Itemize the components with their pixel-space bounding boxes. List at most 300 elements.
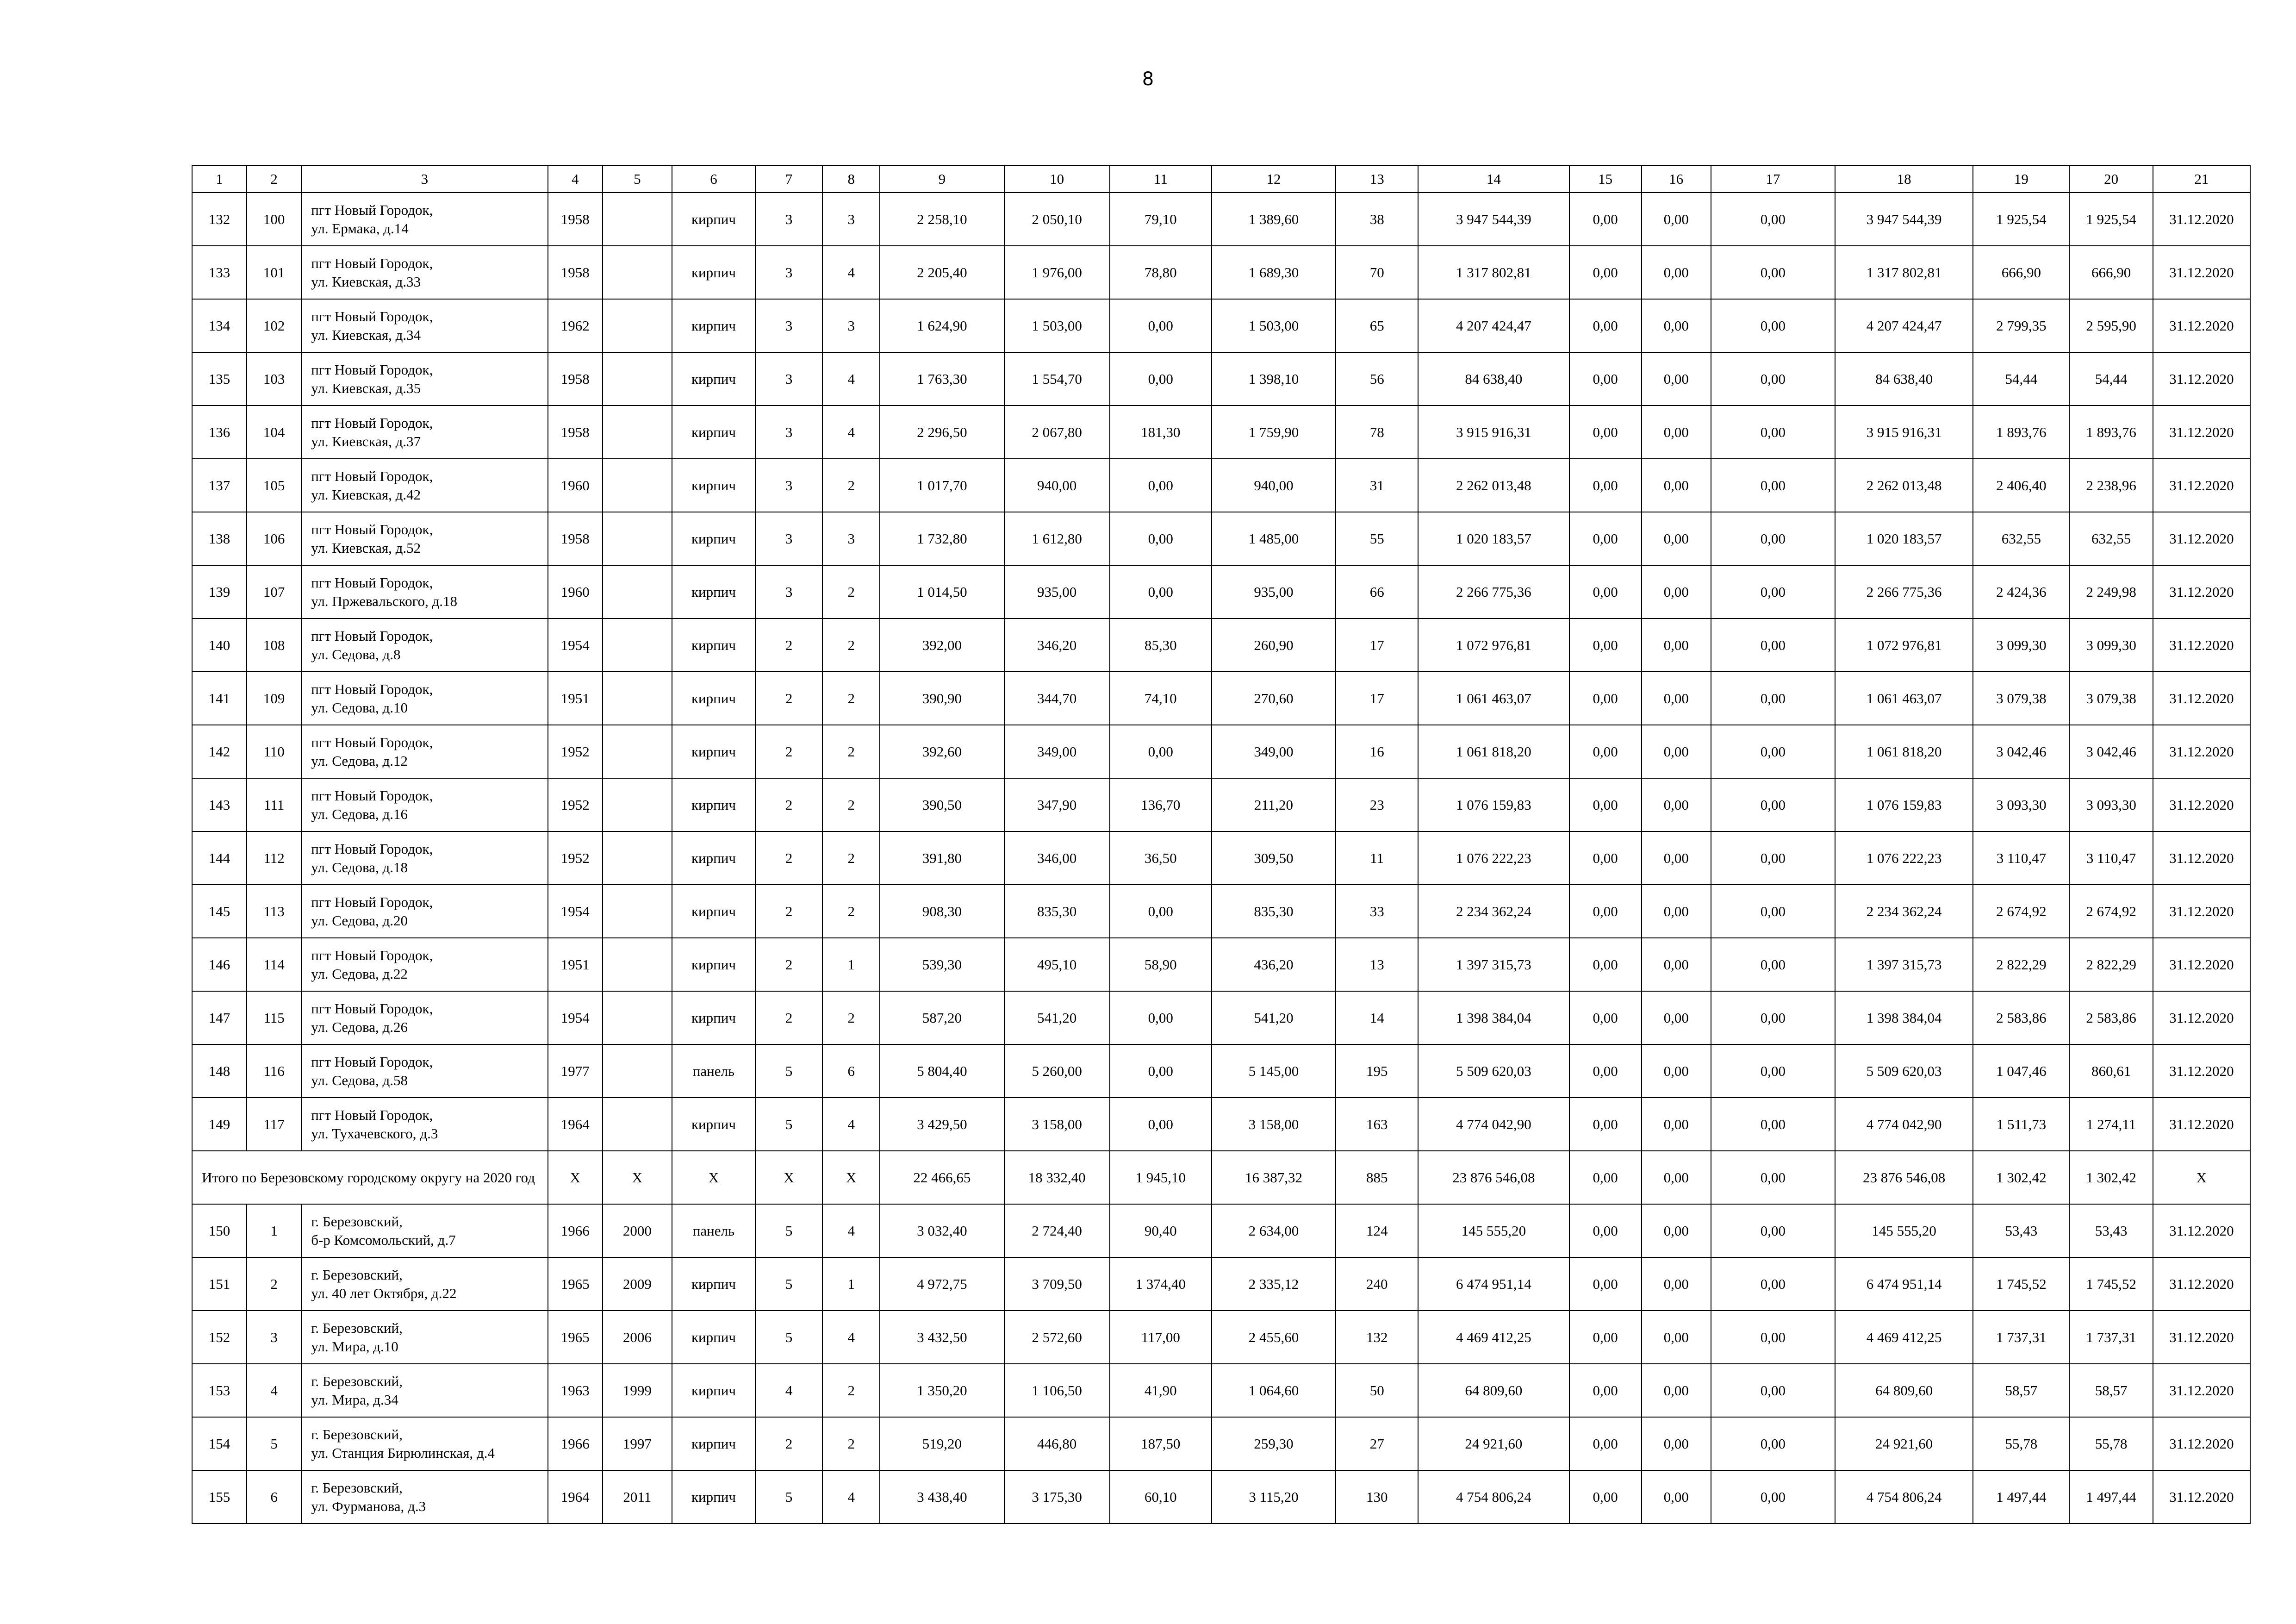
address-cell [301, 565, 548, 618]
cell-col-6: X [672, 1151, 755, 1204]
cell-col-4: 1954 [548, 991, 603, 1044]
cell-col-14: 1 061 463,07 [1418, 672, 1569, 725]
cell-col-7: 4 [755, 1364, 822, 1417]
cell-col-15: 0,00 [1569, 1044, 1642, 1098]
cell-col-15: 0,00 [1569, 512, 1642, 565]
row-number: 154 [192, 1417, 247, 1470]
cell-col-7: 2 [755, 885, 822, 938]
cell-col-11: 36,50 [1110, 831, 1212, 885]
cell-col-8: 4 [822, 1204, 880, 1257]
local-number: 103 [247, 352, 301, 406]
cell-col-4: 1964 [548, 1098, 603, 1151]
cell-col-5: 2000 [603, 1204, 672, 1257]
cell-col-10: 2 050,10 [1004, 193, 1110, 246]
table-row [192, 831, 2250, 885]
cell-col-15: 0,00 [1569, 1257, 1642, 1311]
address-line-1: г. Березовский, [311, 1479, 403, 1496]
cell-col-7: 5 [755, 1044, 822, 1098]
column-number-14: 14 [1418, 166, 1569, 193]
column-number-13: 13 [1336, 166, 1418, 193]
cell-col-20: 2 249,98 [2069, 565, 2153, 618]
cell-col-18: 84 638,40 [1835, 352, 1973, 406]
cell-col-15: 0,00 [1569, 459, 1642, 512]
table-row [192, 565, 2250, 618]
cell-col-4: 1958 [548, 246, 603, 299]
table-row [192, 1044, 2250, 1098]
address-cell [301, 778, 548, 831]
address-line-2: ул. Седова, д.18 [311, 859, 408, 875]
local-number: 102 [247, 299, 301, 352]
address-line-2: ул. Мира, д.10 [311, 1338, 398, 1355]
cell-col-8: 3 [822, 512, 880, 565]
cell-col-16: 0,00 [1642, 352, 1711, 406]
cell-col-5 [603, 459, 672, 512]
table-row [192, 1311, 2250, 1364]
cell-col-17: 0,00 [1711, 512, 1835, 565]
cell-col-9: 1 763,30 [880, 352, 1004, 406]
cell-col-9: 1 624,90 [880, 299, 1004, 352]
cell-col-17: 0,00 [1711, 938, 1835, 991]
address-cell [301, 459, 548, 512]
cell-col-20: 2 595,90 [2069, 299, 2153, 352]
address-line-1: пгт Новый Городок, [311, 521, 433, 537]
cell-col-6: кирпич [672, 299, 755, 352]
column-number-9: 9 [880, 166, 1004, 193]
cell-col-11: 0,00 [1110, 512, 1212, 565]
cell-col-10: 935,00 [1004, 565, 1110, 618]
cell-col-5: 2009 [603, 1257, 672, 1311]
cell-col-10: 495,10 [1004, 938, 1110, 991]
table-row [192, 299, 2250, 352]
address-line-1: пгт Новый Городок, [311, 414, 433, 431]
cell-col-13: 33 [1336, 885, 1418, 938]
cell-col-8: 2 [822, 672, 880, 725]
row-number: 134 [192, 299, 247, 352]
address-line-2: ул. Киевская, д.42 [311, 486, 421, 503]
cell-col-16: 0,00 [1642, 1311, 1711, 1364]
row-number: 147 [192, 991, 247, 1044]
local-number: 113 [247, 885, 301, 938]
cell-col-8: 3 [822, 299, 880, 352]
row-number: 136 [192, 406, 247, 459]
address-line-2: ул. 40 лет Октября, д.22 [311, 1285, 457, 1301]
cell-col-4: 1964 [548, 1470, 603, 1524]
cell-col-10: 5 260,00 [1004, 1044, 1110, 1098]
cell-col-6: панель [672, 1044, 755, 1098]
address-line-2: ул. Киевская, д.52 [311, 539, 421, 556]
cell-col-14: 4 207 424,47 [1418, 299, 1569, 352]
cell-col-19: 3 079,38 [1973, 672, 2069, 725]
cell-col-5: 2011 [603, 1470, 672, 1524]
cell-col-15: 0,00 [1569, 565, 1642, 618]
cell-col-10: 2 724,40 [1004, 1204, 1110, 1257]
cell-col-12: 1 485,00 [1212, 512, 1336, 565]
cell-col-9: 1 732,80 [880, 512, 1004, 565]
cell-col-17: 0,00 [1711, 193, 1835, 246]
cell-col-10: 1 554,70 [1004, 352, 1110, 406]
cell-col-5 [603, 1098, 672, 1151]
cell-col-16: 0,00 [1642, 1044, 1711, 1098]
cell-col-19: 1 497,44 [1973, 1470, 2069, 1524]
cell-col-8: 2 [822, 459, 880, 512]
cell-col-20: 632,55 [2069, 512, 2153, 565]
cell-col-11: 0,00 [1110, 1098, 1212, 1151]
cell-col-10: 1 612,80 [1004, 512, 1110, 565]
row-number: 142 [192, 725, 247, 778]
cell-col-13: 163 [1336, 1098, 1418, 1151]
address-line-2: ул. Седова, д.26 [311, 1018, 408, 1035]
cell-col-20: 2 822,29 [2069, 938, 2153, 991]
cell-col-5: 1999 [603, 1364, 672, 1417]
local-number: 117 [247, 1098, 301, 1151]
cell-col-12: 349,00 [1212, 725, 1336, 778]
cell-col-16: 0,00 [1642, 193, 1711, 246]
column-number-12: 12 [1212, 166, 1336, 193]
cell-col-13: 16 [1336, 725, 1418, 778]
cell-col-19: 632,55 [1973, 512, 2069, 565]
cell-col-18: 2 266 775,36 [1835, 565, 1973, 618]
table-row [192, 459, 2250, 512]
cell-col-20: 3 093,30 [2069, 778, 2153, 831]
cell-col-6: кирпич [672, 725, 755, 778]
cell-col-10: 3 158,00 [1004, 1098, 1110, 1151]
cell-col-4: 1958 [548, 512, 603, 565]
cell-col-9: 2 258,10 [880, 193, 1004, 246]
cell-col-18: 1 020 183,57 [1835, 512, 1973, 565]
cell-col-18: 145 555,20 [1835, 1204, 1973, 1257]
cell-col-14: 1 072 976,81 [1418, 618, 1569, 672]
cell-col-4: 1960 [548, 459, 603, 512]
cell-col-6: кирпич [672, 512, 755, 565]
local-number: 104 [247, 406, 301, 459]
column-number-7: 7 [755, 166, 822, 193]
cell-col-19: 3 042,46 [1973, 725, 2069, 778]
cell-col-19: 1 511,73 [1973, 1098, 2069, 1151]
cell-col-20: 1 745,52 [2069, 1257, 2153, 1311]
cell-col-4: 1960 [548, 565, 603, 618]
cell-col-11: 79,10 [1110, 193, 1212, 246]
cell-col-4: 1977 [548, 1044, 603, 1098]
cell-col-14: 4 469 412,25 [1418, 1311, 1569, 1364]
address-cell [301, 938, 548, 991]
cell-col-8: 2 [822, 1417, 880, 1470]
cell-col-20: 2 583,86 [2069, 991, 2153, 1044]
cell-col-21: 31.12.2020 [2153, 1098, 2250, 1151]
cell-col-6: кирпич [672, 831, 755, 885]
cell-col-16: 0,00 [1642, 299, 1711, 352]
cell-col-13: 23 [1336, 778, 1418, 831]
cell-col-6: кирпич [672, 1417, 755, 1470]
cell-col-5 [603, 885, 672, 938]
row-number: 152 [192, 1311, 247, 1364]
cell-col-7: 3 [755, 246, 822, 299]
total-label: Итого по Березовскому городскому округу на 2020 год [192, 1151, 548, 1204]
cell-col-17: 0,00 [1711, 1151, 1835, 1204]
cell-col-9: 3 432,50 [880, 1311, 1004, 1364]
cell-col-10: 344,70 [1004, 672, 1110, 725]
address-line-2: ул. Ермака, д.14 [311, 220, 409, 237]
cell-col-13: 55 [1336, 512, 1418, 565]
cell-col-19: 3 099,30 [1973, 618, 2069, 672]
address-line-1: г. Березовский, [311, 1373, 403, 1389]
cell-col-15: 0,00 [1569, 672, 1642, 725]
cell-col-19: 1 737,31 [1973, 1311, 2069, 1364]
cell-col-4: 1958 [548, 193, 603, 246]
address-cell [301, 406, 548, 459]
cell-col-7: 3 [755, 299, 822, 352]
cell-col-20: 58,57 [2069, 1364, 2153, 1417]
cell-col-4: 1965 [548, 1311, 603, 1364]
address-line-2: ул. Фурманова, д.3 [311, 1498, 426, 1514]
cell-col-9: 392,00 [880, 618, 1004, 672]
cell-col-6: кирпич [672, 193, 755, 246]
address-cell [301, 246, 548, 299]
address-cell [301, 1257, 548, 1311]
cell-col-8: 4 [822, 1470, 880, 1524]
cell-col-17: 0,00 [1711, 1098, 1835, 1151]
address-cell [301, 1044, 548, 1098]
cell-col-10: 541,20 [1004, 991, 1110, 1044]
cell-col-4: 1951 [548, 938, 603, 991]
cell-col-12: 5 145,00 [1212, 1044, 1336, 1098]
cell-col-9: 587,20 [880, 991, 1004, 1044]
cell-col-18: 5 509 620,03 [1835, 1044, 1973, 1098]
cell-col-19: 2 406,40 [1973, 459, 2069, 512]
cell-col-18: 24 921,60 [1835, 1417, 1973, 1470]
cell-col-15: 0,00 [1569, 938, 1642, 991]
cell-col-9: 908,30 [880, 885, 1004, 938]
table-row [192, 1417, 2250, 1470]
local-number: 106 [247, 512, 301, 565]
cell-col-18: 3 915 916,31 [1835, 406, 1973, 459]
cell-col-14: 3 915 916,31 [1418, 406, 1569, 459]
column-number-2: 2 [247, 166, 301, 193]
cell-col-6: панель [672, 1204, 755, 1257]
local-number: 107 [247, 565, 301, 618]
row-number: 151 [192, 1257, 247, 1311]
cell-col-12: 2 335,12 [1212, 1257, 1336, 1311]
address-cell [301, 672, 548, 725]
cell-col-5 [603, 831, 672, 885]
cell-col-4: 1952 [548, 831, 603, 885]
cell-col-14: 84 638,40 [1418, 352, 1569, 406]
cell-col-15: 0,00 [1569, 406, 1642, 459]
cell-col-10: 1 976,00 [1004, 246, 1110, 299]
address-line-1: пгт Новый Городок, [311, 1106, 433, 1123]
row-number: 143 [192, 778, 247, 831]
cell-col-5 [603, 565, 672, 618]
cell-col-14: 1 398 384,04 [1418, 991, 1569, 1044]
cell-col-13: 124 [1336, 1204, 1418, 1257]
cell-col-7: 2 [755, 991, 822, 1044]
cell-col-16: 0,00 [1642, 725, 1711, 778]
cell-col-17: 0,00 [1711, 352, 1835, 406]
cell-col-21: 31.12.2020 [2153, 299, 2250, 352]
cell-col-18: 4 774 042,90 [1835, 1098, 1973, 1151]
cell-col-12: 211,20 [1212, 778, 1336, 831]
cell-col-17: 0,00 [1711, 1204, 1835, 1257]
row-number: 153 [192, 1364, 247, 1417]
cell-col-19: 666,90 [1973, 246, 2069, 299]
cell-col-21: 31.12.2020 [2153, 938, 2250, 991]
address-cell [301, 1204, 548, 1257]
address-cell [301, 1470, 548, 1524]
cell-col-10: 2 572,60 [1004, 1311, 1110, 1364]
cell-col-12: 541,20 [1212, 991, 1336, 1044]
cell-col-6: кирпич [672, 1257, 755, 1311]
cell-col-6: кирпич [672, 938, 755, 991]
cell-col-7: 5 [755, 1311, 822, 1364]
address-line-1: пгт Новый Городок, [311, 308, 433, 325]
local-number: 100 [247, 193, 301, 246]
cell-col-14: 24 921,60 [1418, 1417, 1569, 1470]
cell-col-10: 3 709,50 [1004, 1257, 1110, 1311]
cell-col-16: 0,00 [1642, 1204, 1711, 1257]
cell-col-21: 31.12.2020 [2153, 1417, 2250, 1470]
row-number: 139 [192, 565, 247, 618]
cell-col-11: 78,80 [1110, 246, 1212, 299]
cell-col-21: 31.12.2020 [2153, 725, 2250, 778]
cell-col-20: 54,44 [2069, 352, 2153, 406]
cell-col-12: 1 398,10 [1212, 352, 1336, 406]
cell-col-11: 0,00 [1110, 725, 1212, 778]
cell-col-14: 1 061 818,20 [1418, 725, 1569, 778]
column-number-19: 19 [1973, 166, 2069, 193]
cell-col-17: 0,00 [1711, 1364, 1835, 1417]
cell-col-4: 1966 [548, 1204, 603, 1257]
cell-col-12: 940,00 [1212, 459, 1336, 512]
cell-col-20: 1 925,54 [2069, 193, 2153, 246]
address-line-2: ул. Седова, д.58 [311, 1072, 408, 1088]
cell-col-10: 349,00 [1004, 725, 1110, 778]
table-row [192, 991, 2250, 1044]
cell-col-11: 187,50 [1110, 1417, 1212, 1470]
cell-col-8: 2 [822, 885, 880, 938]
cell-col-5 [603, 1044, 672, 1098]
cell-col-19: 1 925,54 [1973, 193, 2069, 246]
address-cell [301, 885, 548, 938]
cell-col-16: 0,00 [1642, 1364, 1711, 1417]
cell-col-19: 1 745,52 [1973, 1257, 2069, 1311]
cell-col-14: 4 754 806,24 [1418, 1470, 1569, 1524]
address-cell [301, 299, 548, 352]
address-line-1: пгт Новый Городок, [311, 787, 433, 804]
table-row [192, 672, 2250, 725]
cell-col-11: 181,30 [1110, 406, 1212, 459]
cell-col-13: 50 [1336, 1364, 1418, 1417]
cell-col-13: 38 [1336, 193, 1418, 246]
cell-col-9: 390,90 [880, 672, 1004, 725]
cell-col-19: 1 302,42 [1973, 1151, 2069, 1204]
cell-col-7: 3 [755, 193, 822, 246]
cell-col-14: 4 774 042,90 [1418, 1098, 1569, 1151]
cell-col-12: 260,90 [1212, 618, 1336, 672]
cell-col-17: 0,00 [1711, 459, 1835, 512]
cell-col-15: 0,00 [1569, 1364, 1642, 1417]
cell-col-12: 3 115,20 [1212, 1470, 1336, 1524]
cell-col-18: 3 947 544,39 [1835, 193, 1973, 246]
cell-col-14: 1 317 802,81 [1418, 246, 1569, 299]
address-line-2: ул. Киевская, д.34 [311, 326, 421, 343]
cell-col-15: 0,00 [1569, 1204, 1642, 1257]
cell-col-14: 2 266 775,36 [1418, 565, 1569, 618]
address-cell [301, 1098, 548, 1151]
column-number-10: 10 [1004, 166, 1110, 193]
cell-col-9: 391,80 [880, 831, 1004, 885]
cell-col-10: 940,00 [1004, 459, 1110, 512]
cell-col-11: 0,00 [1110, 565, 1212, 618]
cell-col-15: 0,00 [1569, 1098, 1642, 1151]
cell-col-7: 5 [755, 1098, 822, 1151]
cell-col-17: 0,00 [1711, 1470, 1835, 1524]
cell-col-13: 195 [1336, 1044, 1418, 1098]
cell-col-17: 0,00 [1711, 831, 1835, 885]
cell-col-15: 0,00 [1569, 352, 1642, 406]
cell-col-5 [603, 246, 672, 299]
cell-col-19: 2 799,35 [1973, 299, 2069, 352]
cell-col-17: 0,00 [1711, 1417, 1835, 1470]
cell-col-19: 54,44 [1973, 352, 2069, 406]
cell-col-8: 1 [822, 1257, 880, 1311]
cell-col-21: 31.12.2020 [2153, 991, 2250, 1044]
cell-col-15: 0,00 [1569, 1311, 1642, 1364]
cell-col-10: 1 106,50 [1004, 1364, 1110, 1417]
row-number: 135 [192, 352, 247, 406]
cell-col-5: 2006 [603, 1311, 672, 1364]
address-line-1: г. Березовский, [311, 1319, 403, 1336]
cell-col-21: 31.12.2020 [2153, 352, 2250, 406]
cell-col-9: 1 014,50 [880, 565, 1004, 618]
cell-col-16: 0,00 [1642, 1098, 1711, 1151]
cell-col-18: 1 076 222,23 [1835, 831, 1973, 885]
cell-col-11: 41,90 [1110, 1364, 1212, 1417]
table-body [192, 193, 2250, 1524]
column-number-20: 20 [2069, 166, 2153, 193]
cell-col-15: 0,00 [1569, 193, 1642, 246]
row-number: 132 [192, 193, 247, 246]
column-number-11: 11 [1110, 166, 1212, 193]
address-line-2: ул. Киевская, д.37 [311, 433, 421, 450]
cell-col-9: 539,30 [880, 938, 1004, 991]
cell-col-4: 1954 [548, 618, 603, 672]
cell-col-8: 4 [822, 406, 880, 459]
cell-col-4: 1951 [548, 672, 603, 725]
address-cell [301, 352, 548, 406]
cell-col-16: 0,00 [1642, 406, 1711, 459]
cell-col-19: 3 110,47 [1973, 831, 2069, 885]
cell-col-20: 2 238,96 [2069, 459, 2153, 512]
column-number-6: 6 [672, 166, 755, 193]
cell-col-8: 1 [822, 938, 880, 991]
cell-col-21: 31.12.2020 [2153, 1364, 2250, 1417]
cell-col-15: 0,00 [1569, 885, 1642, 938]
cell-col-5 [603, 778, 672, 831]
cell-col-20: 3 110,47 [2069, 831, 2153, 885]
cell-col-5 [603, 299, 672, 352]
cell-col-18: 64 809,60 [1835, 1364, 1973, 1417]
row-number: 144 [192, 831, 247, 885]
cell-col-16: 0,00 [1642, 1257, 1711, 1311]
cell-col-7: 2 [755, 1417, 822, 1470]
column-number-5: 5 [603, 166, 672, 193]
address-cell [301, 1417, 548, 1470]
address-line-1: пгт Новый Городок, [311, 468, 433, 484]
cell-col-17: 0,00 [1711, 1044, 1835, 1098]
local-number: 1 [247, 1204, 301, 1257]
cell-col-20: 3 079,38 [2069, 672, 2153, 725]
cell-col-13: 31 [1336, 459, 1418, 512]
cell-col-9: 22 466,65 [880, 1151, 1004, 1204]
